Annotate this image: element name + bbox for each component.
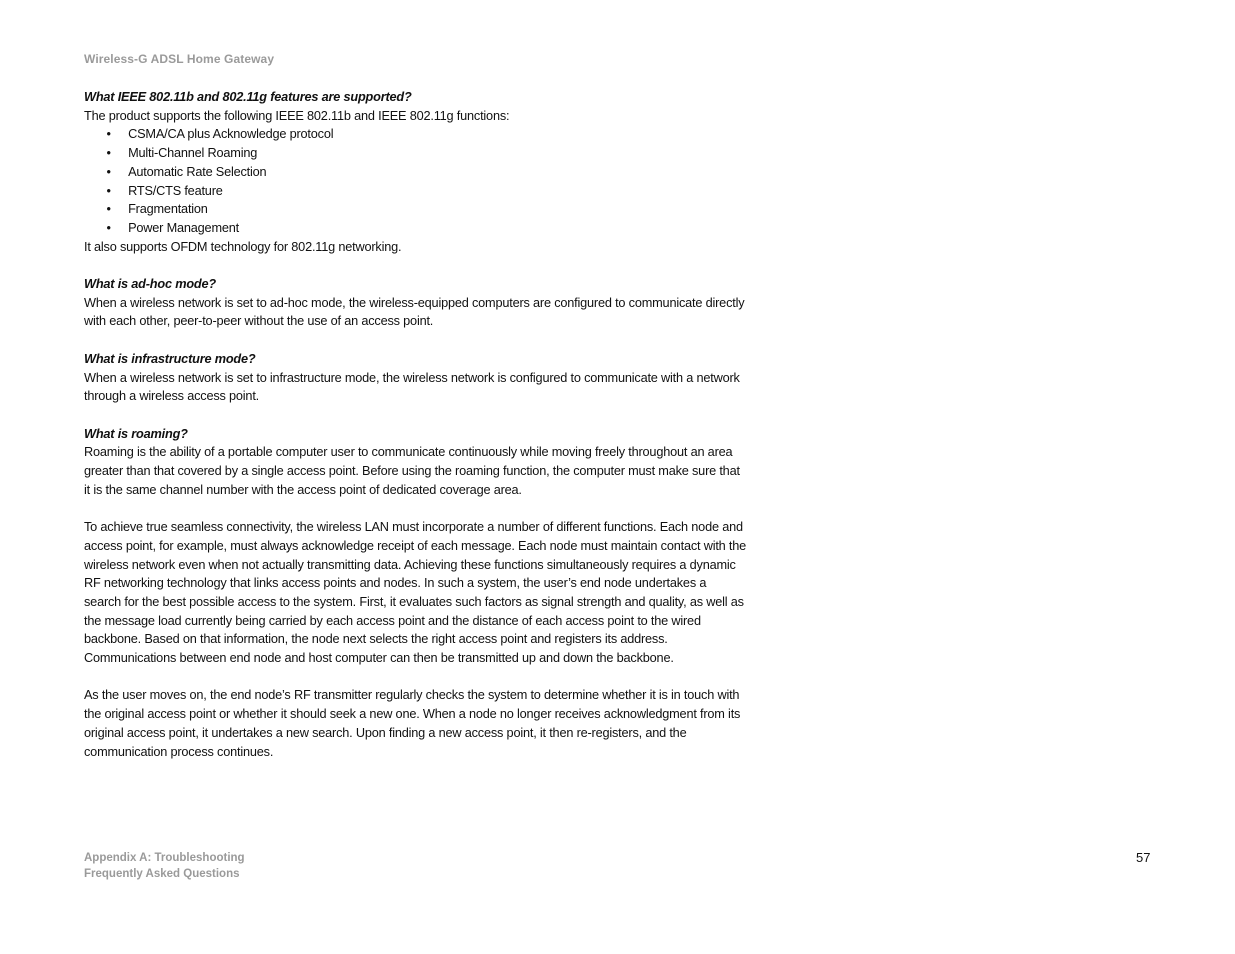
faq-answer: When a wireless network is set to infrastructure mode, the wireless network is configured to communicate with a network through a wireless access point. (84, 369, 740, 404)
list-item: • Fragmentation (84, 200, 746, 219)
list-item: • RTS/CTS feature (84, 182, 746, 201)
faq-question: What is roaming? (84, 425, 188, 441)
faq-roaming (84, 425, 746, 762)
bullet-icon: • (106, 145, 111, 161)
bullet-icon: • (106, 182, 111, 198)
bullet-icon: • (106, 163, 111, 179)
faq-question: What is infrastructure mode? (84, 350, 256, 366)
faq-adhoc (84, 275, 746, 331)
faq-answer-outro: It also supports OFDM technology for 802.11g networking. (84, 238, 402, 254)
bullet-icon: • (106, 201, 111, 217)
running-header: Wireless-G ADSL Home Gateway (84, 52, 275, 66)
list-item: • Automatic Rate Selection (84, 163, 746, 182)
running-footer (84, 850, 245, 882)
bullet-icon: • (106, 126, 111, 142)
faq-features (84, 88, 746, 256)
bullet-icon: • (106, 219, 111, 235)
faq-answer-paragraph: Roaming is the ability of a portable computer user to communicate continuously while moving freely throughout an area greater than that covered by a single access point. Before using the roaming function, the computer must make sure that it is the same channel number with the access point of dedicated coverage area. (84, 444, 740, 497)
footer-section: Frequently Asked Questions (84, 868, 240, 880)
document-body (84, 88, 746, 761)
faq-question: What is ad-hoc mode? (84, 276, 216, 292)
faq-answer: When a wireless network is set to ad-hoc mode, the wireless-equipped computers are configured to communicate directly with each other, peer-to-peer without the use of an access point. (84, 294, 745, 329)
footer-chapter: Appendix A: Troubleshooting (84, 852, 245, 864)
faq-infrastructure (84, 350, 746, 406)
faq-answer-intro: The product supports the following IEEE 802.11b and IEEE 802.11g functions: (84, 107, 510, 123)
faq-answer-paragraph: As the user moves on, the end node’s RF transmitter regularly checks the system to determine whether it is in touch with the original access point or whether it should seek a new one. When a node no longer receives acknowledgment from its original access point, it undertakes a new search. Upon finding a new access point, it then re-registers, and the communication process continues. (84, 687, 741, 759)
page-number: 57 (1136, 850, 1151, 865)
list-item: • CSMA/CA plus Acknowledge protocol (84, 125, 746, 144)
list-item: • Multi-Channel Roaming (84, 144, 746, 163)
faq-answer-paragraph: To achieve true seamless connectivity, the wireless LAN must incorporate a number of different functions. Each node and access point, for example, must always acknowledge receipt of each message. Each node must maintain contact with the wireless network even when not actually transmitting data. Achieving these functions simultaneously requires a dynamic RF networking technology that links access points and nodes. In such a system, the user’s end node undertakes a search for the best possible access to the system. First, it evaluates such factors as signal strength and quality, as well as the message load currently being carried by each access point and the distance of each access point to the wired backbone. Based on that information, the node next selects the right access point and registers its address. Communications between end node and host computer can then be transmitted up and down the backbone. (84, 519, 747, 666)
faq-question: What IEEE 802.11b and 802.11g features are supported? (84, 89, 412, 104)
feature-list (84, 125, 746, 237)
list-item: • Power Management (84, 219, 746, 238)
